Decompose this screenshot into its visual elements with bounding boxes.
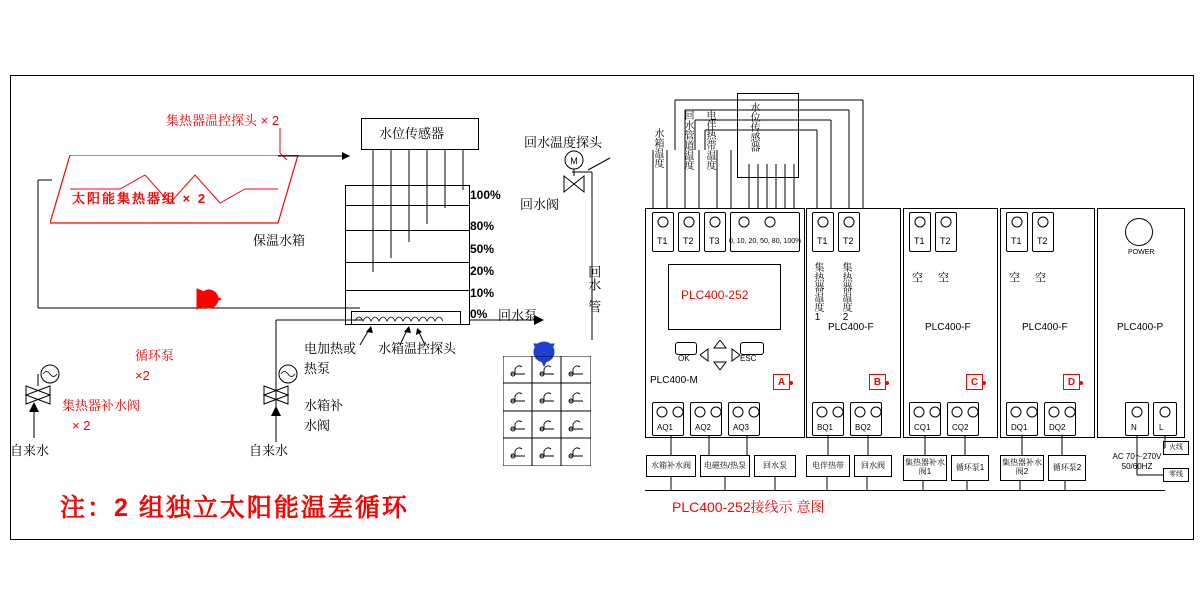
module-name-plc400-f-c: PLC400-F [925,322,971,333]
insulated-tank-label: 保温水箱 [253,233,306,248]
terminal-label-bq2: BQ2 [855,423,872,432]
load-box-circ-pump-2-label: 循环泵2 [1052,462,1082,472]
level-scale-10: 10% [470,286,495,300]
circulation-pump-label: 循环泵 [135,348,175,363]
terminal-label-dq2: DQ2 [1049,423,1066,432]
slot-empty-d2: 空 [1035,272,1046,284]
terminal-label-t1-b: T1 [817,236,828,246]
top-label-tank-temp: 水箱温度 [652,128,663,168]
esc-button-label: ESC [740,354,757,363]
wire-neutral-label: 零线 [1169,471,1183,479]
load-wires-c [903,435,1003,460]
tag-d [1063,374,1080,390]
terminal-label-t2-b: T2 [843,236,854,246]
terminal-label-n: N [1131,423,1137,432]
terminal-label-cq1: CQ1 [914,423,931,432]
tag-a-dot [789,381,793,385]
terminal-label-t1-c: T1 [914,236,925,246]
tank-fill-pipe [262,300,372,410]
return-pipe-label [586,265,600,291]
level-scale-50: 50% [470,242,495,256]
level-scale-100: 100% [470,188,501,202]
bottom-screws-m [652,404,767,422]
power-indicator [1125,218,1153,246]
wiring-diagram-caption: PLC400-252接线示 意图 [672,499,825,515]
top-label-level-sensor: 水位传感器 [748,102,759,152]
terminal-label-l: L [1159,423,1164,432]
module-name-plc400-f-d: PLC400-F [1022,322,1068,333]
power-spec-label: AC 70～270V 50/60HZ [1112,452,1162,472]
return-valve-label: 回水阀 [520,197,560,212]
circulation-pump-symbol [195,285,231,313]
note-title: 注：2 组独立太阳能温差循环 [60,494,409,522]
load-box-return-pump-label: 回水泵 [763,460,787,470]
tag-b-dot [885,381,889,385]
bottom-screws-p [1125,404,1185,422]
load-wires-b [806,435,906,460]
circulation-pump-qty: ×2 [135,368,150,383]
tap-water-left-arrow [24,400,44,440]
bottom-screws-d [1006,404,1086,422]
level-scale-80: 80% [470,219,495,233]
ok-button-label: OK [678,354,690,363]
module-name-plc400-f-b: PLC400-F [828,322,874,333]
tag-d-text: D [1067,376,1076,388]
top-label-heat-trace-temp: 电伴热带温度 [704,110,715,170]
faucet-grid [503,356,591,466]
terminal-label-t2-m: T2 [683,236,694,246]
tag-b [869,374,886,390]
tag-a-text: A [777,376,786,388]
load-wires-d [1000,435,1100,460]
terminal-label-t2-d: T2 [1037,236,1048,246]
load-box-collector-fill-1-label: 集热器补水阀1 [905,458,945,476]
water-level-sensor-module-box [737,93,799,178]
collector-fill-valve-qty: × 2 [72,418,91,433]
bottom-screws-c [909,404,989,422]
terminal-label-t2-c: T2 [940,236,951,246]
tank-level-line-4 [345,290,470,291]
return-pipe-text-2: 管 [586,300,602,313]
terminal-label-level-scale: 0, 10, 20, 50, 80, 100% [729,238,802,245]
terminal-label-t1-m: T1 [657,236,668,246]
return-pipe-label-2 [586,300,600,313]
tag-a [773,374,790,390]
terminal-screws-m [652,214,802,232]
load-box-circ-pump-1-label: 循环泵1 [955,462,985,472]
heat-pump-label: 热泵 [304,361,331,376]
collector-temp-1-label: 集热器温度1 [812,262,823,323]
terminal-label-cq2: CQ2 [952,423,969,432]
terminal-label-t1-d: T1 [1011,236,1022,246]
svg-text:M: M [570,156,578,166]
solar-collector-label: 太阳能集热器组 × 2 [72,191,208,206]
load-box-return-valve-label: 回水阀 [861,460,885,470]
plc-screen-text: PLC400-252 [681,288,749,302]
module-name-plc400-p: PLC400-P [1117,322,1164,333]
collector-temp-2-label: 集热器温度2 [840,262,851,323]
return-pump-label: 回水泵 [498,308,538,323]
slot-empty-c1: 空 [912,272,923,284]
wire-live-label: 火线 [1169,444,1183,452]
module-name-plc400-m: PLC400-M [650,375,698,386]
slot-empty-d1: 空 [1009,272,1020,284]
tap-water-mid-label: 自来水 [249,443,289,458]
terminal-label-aq1: AQ1 [657,423,674,432]
return-temp-probe-leader [580,152,620,182]
terminal-label-t3-m: T3 [709,236,720,246]
tag-c-text: C [970,376,979,388]
load-wires-m [645,435,805,460]
terminal-screws-c [909,214,969,232]
load-box-heater-pump-label: 电磁热/热泵 [703,460,747,470]
terminal-screws-d [1006,214,1066,232]
water-level-sensor-label: 水位传感器 [379,126,445,141]
load-box-heat-trace-label: 电伴热带 [812,460,844,470]
tag-b-text: B [873,376,882,388]
tank-fill-valve-label: 水箱补 [304,398,344,413]
collector-probe-label: 集热器温控探头 × 2 [166,113,280,128]
tap-water-left-label: 自来水 [10,443,50,458]
tap-water-mid-arrow [262,404,282,444]
bottom-bus-drops [645,477,1185,492]
tag-d-dot [1079,381,1083,385]
top-label-return-pipe-temp: 回水管道温度 [682,110,693,170]
collector-fill-valve-label: 集热器补水阀 [62,398,141,413]
terminal-label-aq3: AQ3 [733,423,750,432]
tank-probe-label: 水箱温控探头 [378,341,457,356]
bottom-screws-b [812,404,892,422]
terminal-label-bq1: BQ1 [817,423,834,432]
return-pipe-text: 回水 [586,265,602,291]
load-box-collector-fill-2-label: 集热器补水阀2 [1002,458,1042,476]
load-box-tank-fill-valve-label: 水箱补水阀 [651,460,691,470]
terminal-screws-b [812,214,872,232]
tag-c [966,374,983,390]
slot-empty-c2: 空 [938,272,949,284]
level-scale-20: 20% [470,264,495,278]
electric-heat-label: 电加热或 [304,341,357,356]
dpad-icon[interactable] [700,340,740,370]
return-temp-probe-label: 回水温度探头 [524,135,603,150]
terminal-label-dq1: DQ1 [1011,423,1028,432]
power-indicator-label: POWER [1128,249,1155,256]
power-wires [1125,435,1185,480]
terminal-label-aq2: AQ2 [695,423,712,432]
level-scale-0: 0% [470,307,488,321]
tag-c-dot [982,381,986,385]
tank-fill-valve-label-2: 水阀 [304,418,331,433]
